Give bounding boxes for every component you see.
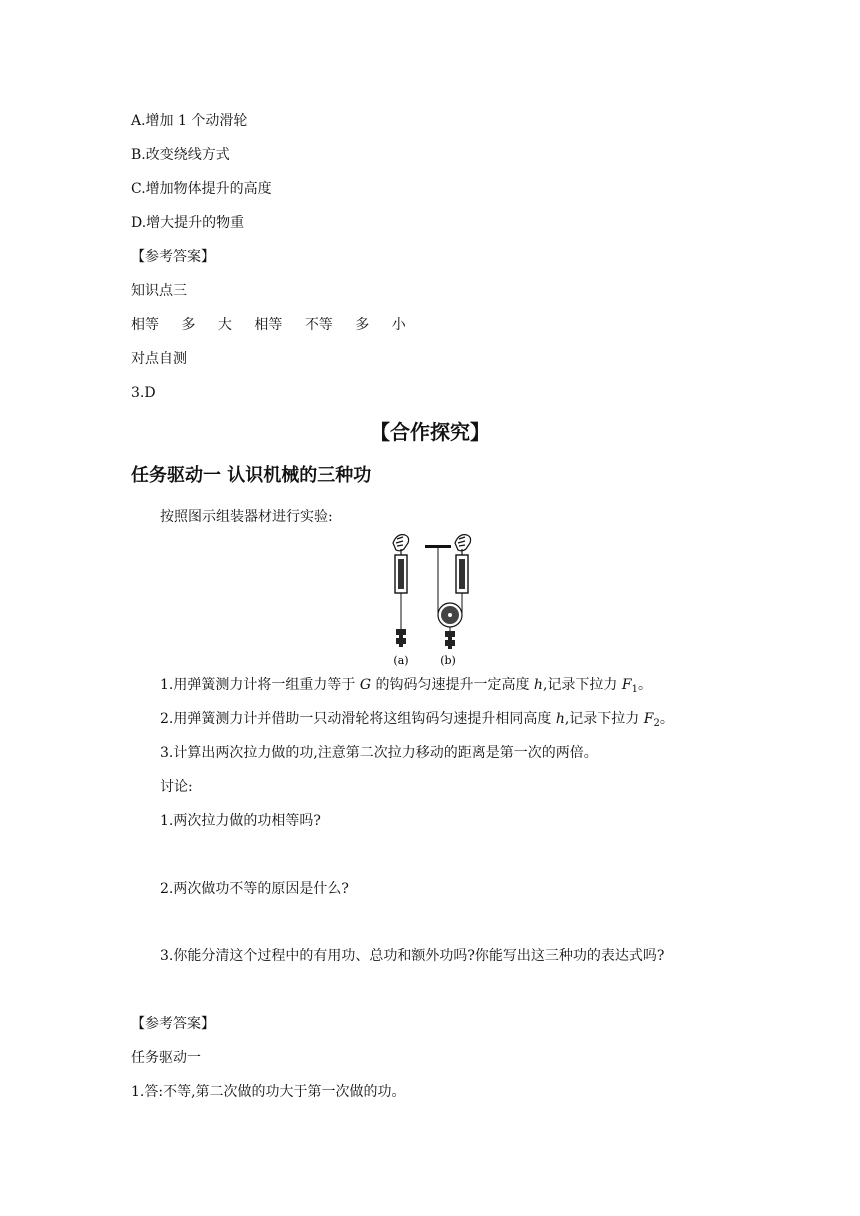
question-1: 1.两次拉力做的功相等吗? [160,813,321,829]
movable-pulley [438,603,462,631]
option-c: C.增加物体提升的高度 [131,181,272,197]
blank-answer: 不等 [304,317,333,333]
option-b: B.改变绕线方式 [131,147,230,163]
task-title: 任务驱动一 认识机械的三种功 [131,465,372,486]
hand-icon [393,535,409,551]
spring-scale-a [395,549,407,629]
option-a: A.增加 1 个动滑轮 [131,113,248,129]
knowledge-point-label: 知识点三 [131,283,187,299]
section-title: 【合作探究】 [370,420,490,444]
step-3: 3.计算出两次拉力做的功,注意第二次拉力移动的距离是第一次的两倍。 [160,745,598,761]
question-3: 3.你能分清这个过程中的有用功、总功和额外功吗?你能写出这三种功的表达式吗? [160,948,665,964]
answer-label: 【参考答案】 [131,249,215,265]
blank-answer: 小 [391,317,406,333]
pulley-experiment-figure [375,531,485,669]
blank-answer: 相等 [131,317,159,333]
selftest-answer: 3.D [131,385,156,401]
answer-1: 1.答:不等,第二次做的功大于第一次做的功。 [131,1084,406,1100]
spring-scale-b [456,549,468,593]
option-d: D.增大提升的物重 [131,215,245,231]
task-answer-section: 任务驱动一 [131,1050,201,1066]
weights-a [396,629,406,647]
weights-b [445,631,455,649]
blank-answer: 相等 [254,317,283,333]
figure-label-a: (a) [393,654,409,667]
support-bar [425,545,451,548]
task-intro: 按照图示组装器材进行实验: [160,509,333,525]
blank-answer: 大 [217,317,232,333]
discussion-label: 讨论: [160,779,193,795]
question-2: 2.两次做功不等的原因是什么? [160,881,349,897]
selftest-label: 对点自测 [131,351,187,367]
blank-answers [131,315,406,335]
answer-label-2: 【参考答案】 [131,1016,215,1032]
hand-icon [455,535,471,551]
blank-answer: 多 [181,317,196,333]
step-1: 1.用弹簧测力计将一组重力等于 G 的钩码匀速提升一定高度 h,记录下拉力 $F_1$。 [160,677,652,695]
figure-label-b: (b) [440,654,456,667]
blank-answer: 多 [355,317,370,333]
step-2: 2.用弹簧测力计并借助一只动滑轮将这组钩码匀速提升相同高度 h,记录下拉力 $F_2$。 [160,711,674,729]
